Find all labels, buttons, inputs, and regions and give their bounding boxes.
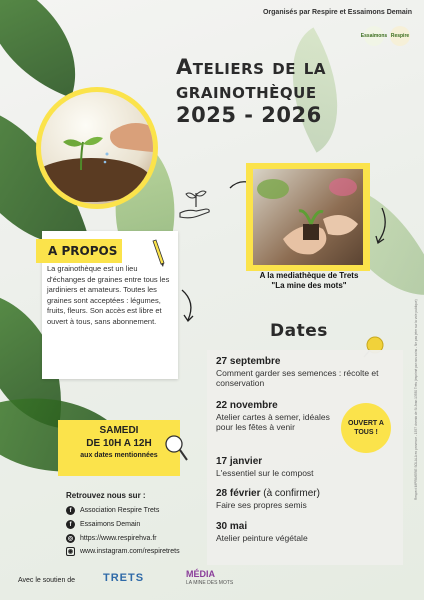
date-event: 27 septembre Comment garder ses semences : récolte et conservation (216, 356, 379, 388)
about-text: La grainothèque est un lieu d'échanges de graines entre tous les jardiniers et amateurs. Toutes les graines sont acceptées : légumes, fruits, fleurs. Son accès est libre et ouvert à tous, sans abonnement. (47, 264, 170, 326)
globe-icon: ◎ (67, 536, 74, 542)
facebook-icon: f (66, 520, 75, 529)
planting-illustration (253, 169, 363, 265)
date-event: 22 novembre Atelier cartes à semer, idéales pour les fêtes à venir (216, 400, 330, 432)
trets-logo: TRETS (103, 572, 145, 584)
schedule-block: SAMEDI DE 10H A 12H aux dates mentionnées (58, 420, 180, 476)
instagram-icon: ◉ (67, 549, 74, 555)
date-event: 28 février (à confirmer) Faire ses propres semis (216, 488, 320, 510)
website-link[interactable]: ◎ https://www.respirehva.fr (67, 535, 157, 542)
facebook-link[interactable]: f Essaimons Demain (66, 520, 140, 529)
planting-photo-frame (246, 163, 370, 271)
print-notice: Respect IMPRIMERIE SOLALA en provence - 1557 chemin de St Jean 13530 Trets (imprimé par nos soins - Ne pas jeter sur la voie publique) (414, 299, 418, 500)
magnifier-icon (162, 432, 190, 464)
date-event: 30 mai Atelier peinture végétale (216, 521, 308, 543)
planting-photo (253, 169, 363, 265)
seedling-illustration (41, 92, 153, 204)
date-event: 17 janvier L'essentiel sur le compost (216, 456, 314, 478)
respire-logo: Respire (390, 26, 410, 46)
mediatheque-logo: MÉDIA LA MINE DES MOTS (186, 569, 234, 586)
page-title: Ateliers de la grainothèque 2025 - 2026 (176, 55, 326, 127)
organizers-text: Organisés par Respire et Essaimons Demain (262, 9, 412, 16)
links-heading: Retrouvez nous sur : (66, 491, 146, 500)
hand-plant-icon (176, 183, 216, 223)
support-label: Avec le soutien de (18, 577, 76, 584)
essaimons-logo: Essaimons (364, 26, 384, 46)
open-to-all-badge: OUVERT A TOUS ! (341, 403, 391, 453)
seedling-photo (36, 87, 158, 209)
facebook-icon: f (66, 506, 75, 515)
partner-logos (360, 26, 410, 46)
dates-heading: Dates (270, 321, 328, 341)
photo-caption: A la mediathèque de Trets "La mine des mots" (259, 271, 359, 290)
arrow-icon (372, 206, 392, 246)
about-heading: A PROPOS (36, 239, 122, 263)
instagram-link[interactable]: ◉ www.instagram.com/respiretrets (67, 548, 180, 555)
facebook-link[interactable]: f Association Respire Trets (66, 506, 159, 515)
leaf-decoration (0, 0, 102, 98)
arrow-icon (178, 286, 198, 326)
